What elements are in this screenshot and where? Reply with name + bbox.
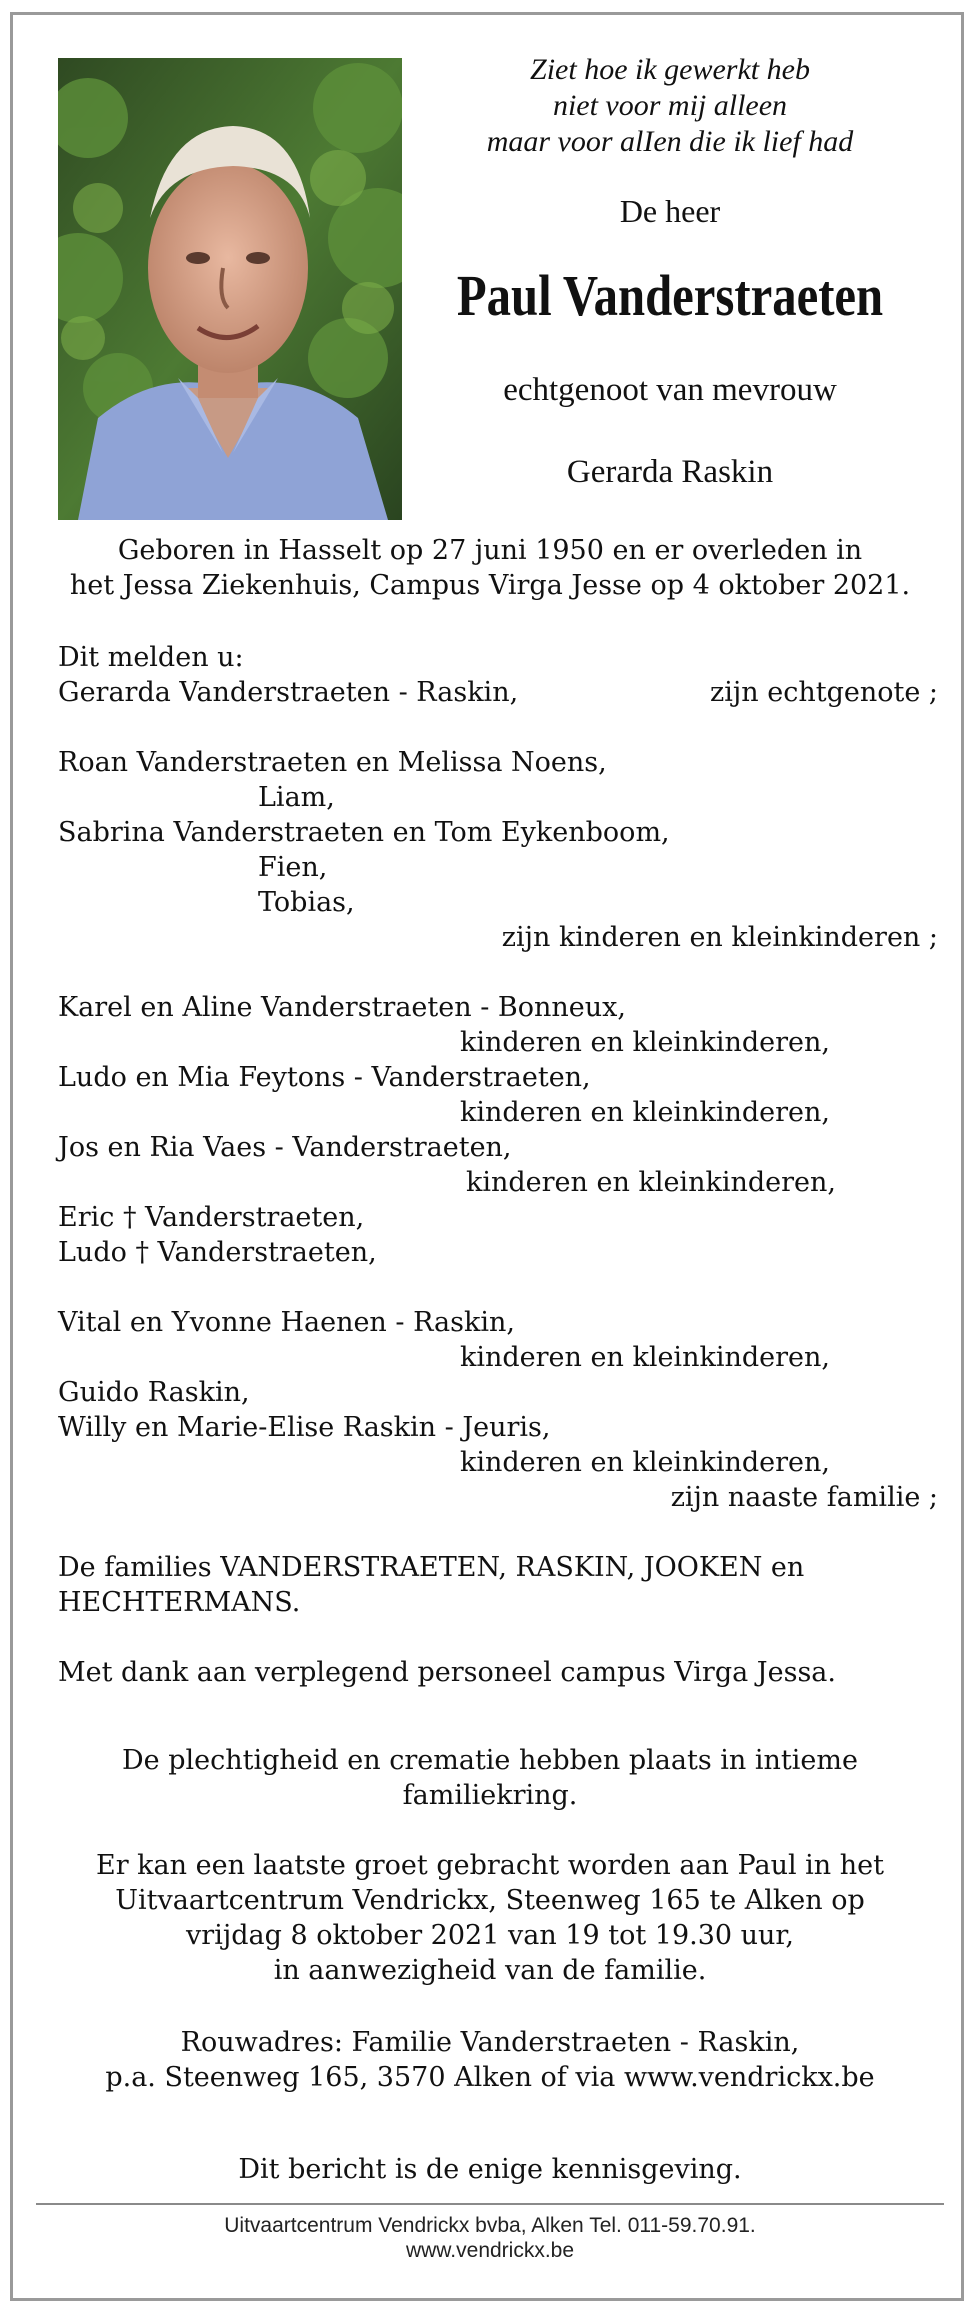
ceremony-line-2: familiekring. xyxy=(402,1780,578,1811)
child-entry-2: Sabrina Vanderstraeten en Tom Eykenboom, xyxy=(58,817,670,848)
in-law-sub-entry: kinderen en kleinkinderen, xyxy=(460,1342,830,1373)
verse-line-3: maar voor alIen die ik lief had xyxy=(486,125,854,158)
verse-line-1: Ziet hoe ik gewerkt heb xyxy=(530,53,810,86)
sibling-entry: Jos en Ria Vaes - Vanderstraeten, xyxy=(58,1132,512,1163)
address-line-1: Rouwadres: Familie Vanderstraeten - Raskin, xyxy=(180,2027,800,2058)
sibling-entry: Karel en Aline Vanderstraeten - Bonneux, xyxy=(58,992,626,1023)
funeral-home-footer xyxy=(40,2213,940,2263)
footer-line-1: Uitvaartcentrum Vendrickx bvba, Alken Tel. 011-59.70.91. xyxy=(224,2214,756,2237)
mourning-address xyxy=(40,2025,940,2095)
deceased-name: Paul Vanderstraeten xyxy=(456,263,884,328)
salutation: De heer xyxy=(619,193,721,229)
birth-death-details xyxy=(40,533,940,603)
in-law-entry: Guido Raskin, xyxy=(58,1377,250,1408)
spouse-entry-role: zijn echtgenote ; xyxy=(710,677,938,708)
families-line-2: HECHTERMANS. xyxy=(58,1587,301,1618)
sibling-entry: Eric † Vanderstraeten, xyxy=(58,1202,365,1233)
spouse-entry-name: Gerarda Vanderstraeten - Raskin, xyxy=(58,677,519,708)
families-line-1: De families VANDERSTRAETEN, RASKIN, JOOKEN en xyxy=(58,1552,805,1583)
sole-notice: Dit bericht is de enige kennisgeving. xyxy=(238,2154,742,2185)
spouse-entry xyxy=(58,675,938,710)
birth-line-2: het Jessa Ziekenhuis, Campus Virga Jesse op 4 oktober 2021. xyxy=(69,570,911,601)
announcers-intro: Dit melden u: xyxy=(58,642,244,673)
farewell-line-3: vrijdag 8 oktober 2021 van 19 tot 19.30 uur, xyxy=(186,1920,794,1951)
farewell-info xyxy=(40,1848,940,1988)
grandchild-entry: Liam, xyxy=(258,782,335,813)
sibling-entry: Ludo en Mia Feytons - Vanderstraeten, xyxy=(58,1062,591,1093)
children-role: zijn kinderen en kleinkinderen ; xyxy=(501,922,938,953)
sibling-sub-entry: kinderen en kleinkinderen, xyxy=(460,1027,830,1058)
in-law-entry: Willy en Marie-Elise Raskin - Jeuris, xyxy=(58,1412,551,1443)
verse-line-2: niet voor mij alleen xyxy=(552,89,788,122)
ceremony-line-1: De plechtigheid en crematie hebben plaats in intieme xyxy=(122,1745,858,1776)
birth-line-1: Geboren in Hasselt op 27 juni 1950 en er overleden in xyxy=(117,535,863,566)
grandchild-entry: Fien, xyxy=(258,852,328,883)
grandchild-entry: Tobias, xyxy=(258,887,355,918)
in-law-sub-entry: kinderen en kleinkinderen, xyxy=(460,1447,830,1478)
sibling-entry: Ludo † Vanderstraeten, xyxy=(58,1237,377,1268)
farewell-line-2: Uitvaartcentrum Vendrickx, Steenweg 165 te Alken op xyxy=(115,1885,865,1916)
footer-divider xyxy=(36,2203,944,2205)
farewell-line-1: Er kan een laatste groet gebracht worden aan Paul in het xyxy=(95,1850,884,1881)
ceremony-info xyxy=(40,1743,940,1813)
portrait-photo-graphic xyxy=(58,58,402,520)
memorial-verse xyxy=(430,52,910,160)
sibling-sub-entry: kinderen en kleinkinderen, xyxy=(460,1097,830,1128)
address-line-2: p.a. Steenweg 165, 3570 Alken of via www.vendrickx.be xyxy=(105,2062,875,2093)
in-law-entry: Vital en Yvonne Haenen - Raskin, xyxy=(58,1307,515,1338)
farewell-line-4: in aanwezigheid van de familie. xyxy=(273,1955,707,1986)
sibling-sub-entry: kinderen en kleinkinderen, xyxy=(466,1167,836,1198)
in-laws-role: zijn naaste familie ; xyxy=(670,1482,938,1513)
child-entry-1: Roan Vanderstraeten en Melissa Noens, xyxy=(58,747,607,778)
thanks-line: Met dank aan verplegend personeel campus Virga Jessa. xyxy=(58,1657,836,1688)
footer-website: www.vendrickx.be xyxy=(405,2239,575,2262)
portrait-photo xyxy=(58,58,402,520)
spouse-name: Gerarda Raskin xyxy=(566,454,774,490)
spouse-label: echtgenoot van mevrouw xyxy=(503,372,837,408)
announcers-list xyxy=(58,640,938,1690)
